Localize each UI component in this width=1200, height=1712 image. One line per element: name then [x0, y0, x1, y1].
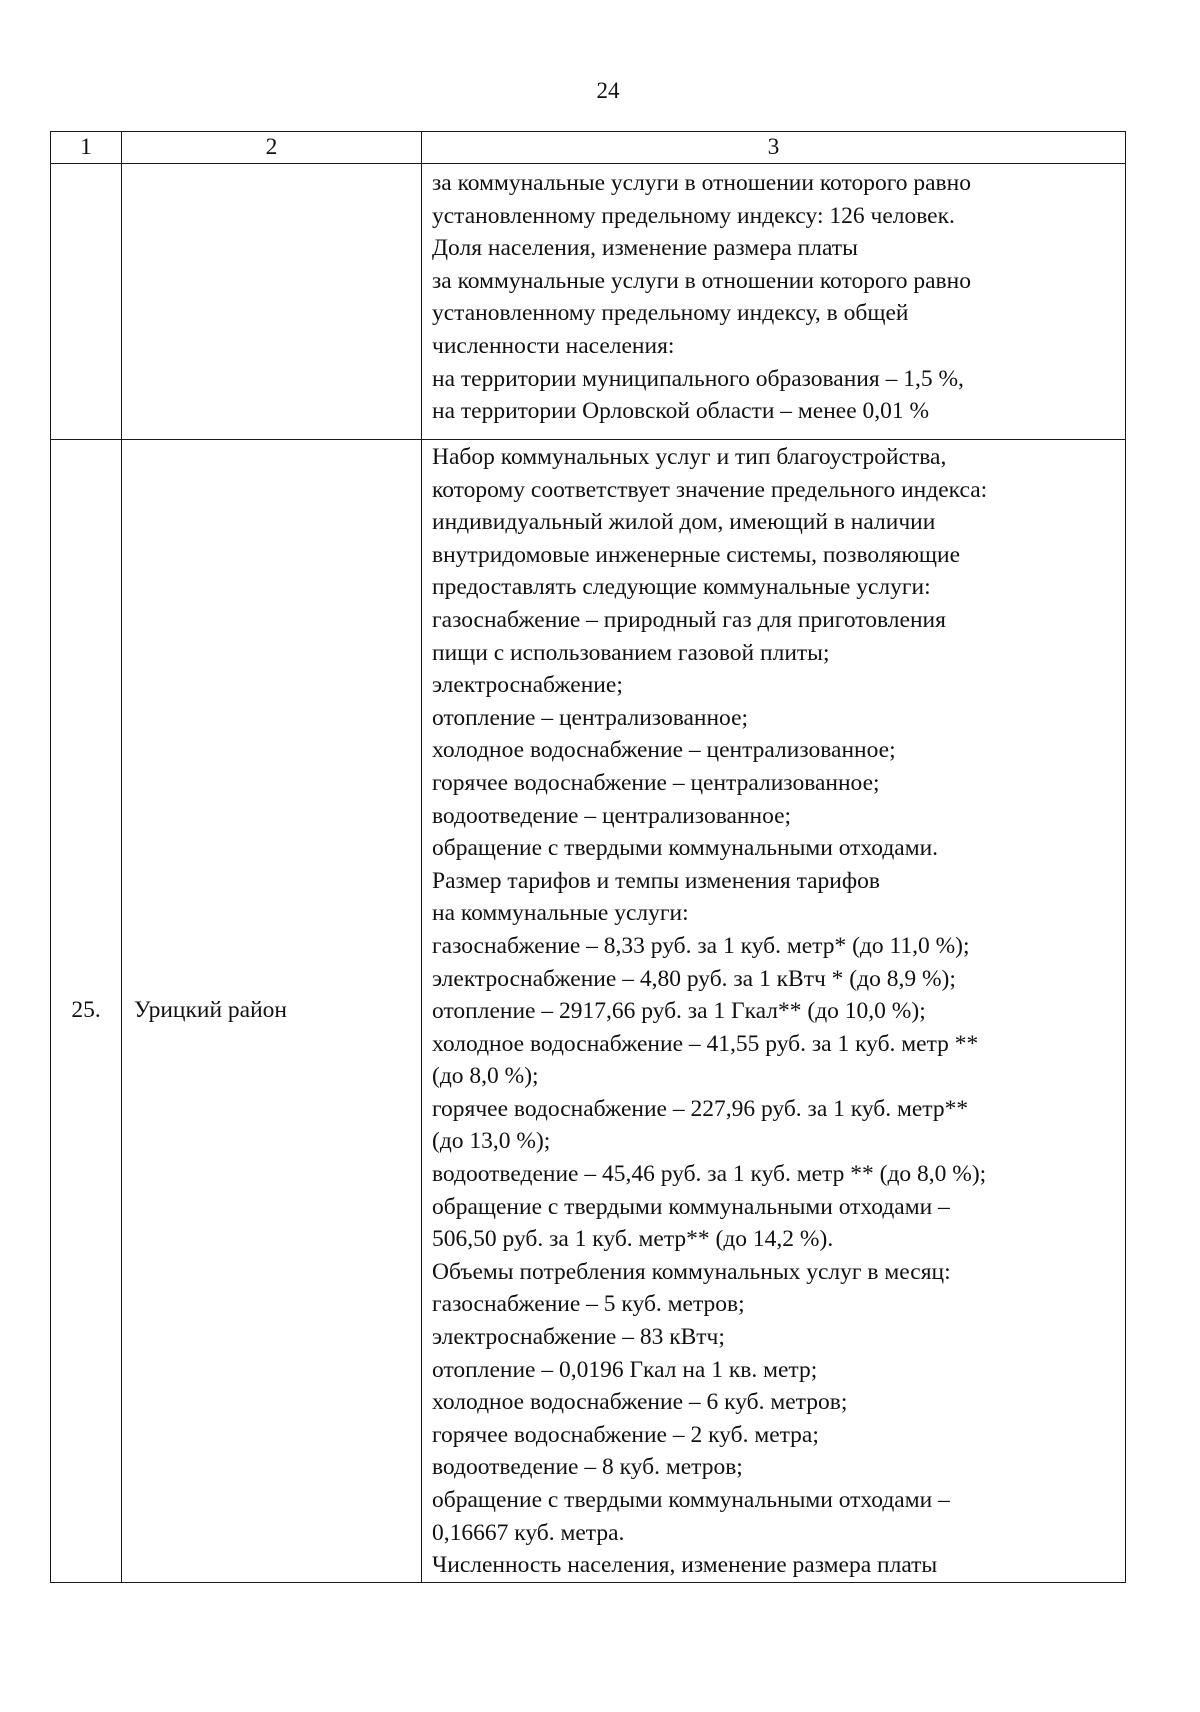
text-line: газоснабжение – 8,33 руб. за 1 куб. метр* (до 11,0 %); — [432, 932, 970, 959]
text-line: холодное водоснабжение – 6 куб. метров; — [432, 1389, 848, 1416]
text-line: Размер тарифов и темпы изменения тарифов — [432, 867, 880, 894]
text-line: за коммунальные услуги в отношении которого равно — [432, 267, 971, 294]
text-line: на территории Орловской области – менее 0,01 % — [432, 398, 930, 425]
column-header-1: 1 — [51, 132, 122, 164]
text-line: которому соответствует значение предельного индекса: — [432, 476, 988, 503]
text-line: Доля населения, изменение размера платы — [432, 235, 858, 262]
text-line: газоснабжение – природный газ для приготовления — [432, 606, 946, 633]
text-line: обращение с твердыми коммунальными отходами – — [432, 1487, 950, 1513]
text-line: численности населения: — [432, 332, 675, 359]
text-line: 506,50 руб. за 1 куб. метр** (до 14,2 %). — [432, 1226, 834, 1253]
text-line: обращение с твердыми коммунальными отходами – — [432, 1193, 950, 1220]
tariff-table — [50, 131, 1126, 1583]
text-line: пищи с использованием газовой плиты; — [432, 639, 830, 666]
text-line: 0,16667 куб. метра. — [432, 1519, 625, 1546]
text-line: внутридомовые инженерные системы, позволяющие — [432, 541, 961, 568]
column-header-3: 3 — [422, 132, 1126, 164]
text-line: отопление – централизованное; — [432, 704, 749, 731]
text-line: газоснабжение – 5 куб. метров; — [432, 1291, 745, 1318]
text-line: (до 13,0 %); — [432, 1128, 551, 1155]
text-line: предоставлять следующие коммунальные услуги: — [432, 574, 931, 601]
district-name-cell: Урицкий район — [122, 440, 422, 1583]
text-line: за коммунальные услуги в отношении которого равно — [432, 170, 971, 196]
text-line: индивидуальный жилой дом, имеющий в наличии — [432, 509, 936, 536]
district-name-cell — [122, 164, 422, 440]
row-number-cell — [51, 164, 122, 440]
text-line: на коммунальные услуги: — [432, 900, 689, 927]
text-line: водоотведение – 8 куб. метров; — [432, 1454, 743, 1481]
text-line: электроснабжение – 83 кВтч; — [432, 1324, 725, 1351]
text-line: Объемы потребления коммунальных услуг в месяц: — [432, 1258, 951, 1285]
text-line: горячее водоснабжение – централизованное; — [432, 769, 880, 796]
text-line: установленному предельному индексу: 126 человек. — [432, 202, 955, 229]
text-line: отопление – 2917,66 руб. за 1 Гкал** (до 10,0 %); — [432, 998, 926, 1025]
text-line: установленному предельному индексу, в общей — [432, 300, 909, 327]
description-cell — [422, 164, 1126, 440]
text-line: отопление – 0,0196 Гкал на 1 кв. метр; — [432, 1356, 818, 1383]
column-header-2: 2 — [122, 132, 422, 164]
text-line: Численность населения, изменение размера платы — [432, 1552, 938, 1579]
text-line: на территории муниципального образования – 1,5 %, — [432, 365, 964, 392]
text-line: горячее водоснабжение – 2 куб. метра; — [432, 1421, 819, 1448]
text-line: обращение с твердыми коммунальными отходами. — [432, 835, 939, 862]
text-line: горячее водоснабжение – 227,96 руб. за 1 куб. метр** — [432, 1095, 969, 1122]
text-line: электроснабжение – 4,80 руб. за 1 кВтч * (до 8,9 %); — [432, 965, 956, 992]
row-number-cell: 25. — [51, 440, 122, 1583]
table-row — [51, 164, 1126, 440]
table-row — [51, 440, 1126, 1583]
text-line: Набор коммунальных услуг и тип благоустройства, — [432, 444, 947, 470]
text-line: электроснабжение; — [432, 672, 623, 699]
text-line: водоотведение – централизованное; — [432, 802, 792, 829]
page-number: 24 — [596, 78, 620, 103]
description-cell — [422, 440, 1126, 1583]
table-header-row — [51, 132, 1126, 164]
text-line: водоотведение – 45,46 руб. за 1 куб. метр ** (до 8,0 %); — [432, 1161, 987, 1188]
text-line: (до 8,0 %); — [432, 1063, 539, 1090]
text-line: холодное водоснабжение – 41,55 руб. за 1 куб. метр ** — [432, 1030, 979, 1057]
text-line: холодное водоснабжение – централизованное; — [432, 737, 896, 764]
